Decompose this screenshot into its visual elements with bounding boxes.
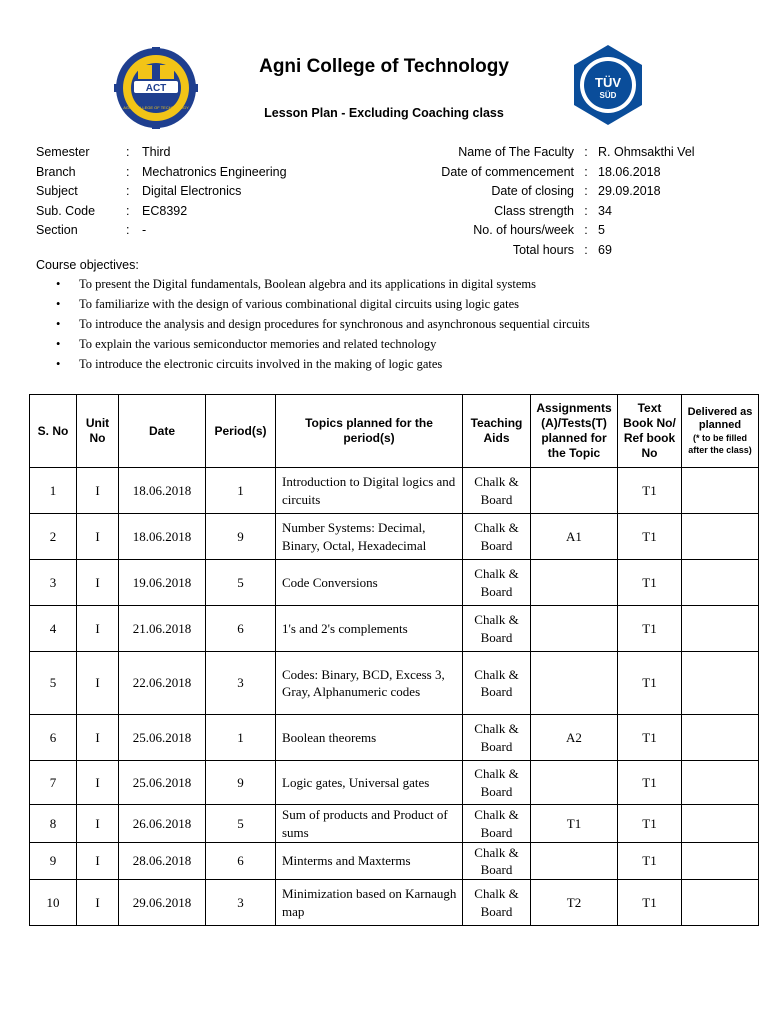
meta-colon: : xyxy=(126,184,130,198)
meta-key: No. of hours/week xyxy=(473,223,574,237)
cell-period: 6 xyxy=(206,843,276,880)
meta-row-semester xyxy=(36,143,287,163)
cell-topic: Sum of products and Product of sums xyxy=(276,805,463,843)
cell-aids: Chalk & Board xyxy=(463,652,531,715)
cell-assign xyxy=(531,652,618,715)
table-row xyxy=(30,606,759,652)
objectives-heading: Course objectives: xyxy=(36,258,139,272)
cell-aids: Chalk & Board xyxy=(463,560,531,606)
header-sno: S. No xyxy=(30,395,77,468)
document-subtitle: Lesson Plan - Excluding Coaching class xyxy=(264,106,504,120)
meta-value: 18.06.2018 xyxy=(598,164,661,179)
table-row xyxy=(30,514,759,560)
table-row xyxy=(30,843,759,880)
cell-date: 26.06.2018 xyxy=(119,805,206,843)
cell-date: 18.06.2018 xyxy=(119,468,206,514)
cell-period: 5 xyxy=(206,805,276,843)
cell-topic: Number Systems: Decimal, Binary, Octal, Hexadecimal xyxy=(276,514,463,560)
bullet-icon: • xyxy=(56,317,61,331)
meta-key: Sub. Code xyxy=(36,203,96,218)
meta-colon: : xyxy=(126,145,130,159)
table-row xyxy=(30,761,759,805)
cell-delivered xyxy=(682,652,759,715)
meta-key: Section xyxy=(36,223,78,237)
cell-topic: Codes: Binary, BCD, Excess 3, Gray, Alphanumeric codes xyxy=(276,652,463,715)
cell-book: T1 xyxy=(618,652,682,715)
course-meta-right xyxy=(274,143,698,260)
header-date: Date xyxy=(119,395,206,468)
cell-aids: Chalk & Board xyxy=(463,514,531,560)
cell-delivered xyxy=(682,715,759,761)
cell-book: T1 xyxy=(618,715,682,761)
meta-key: Name of The Faculty xyxy=(458,145,574,159)
logo-right-subtext: SÜD xyxy=(599,91,617,100)
cell-aids: Chalk & Board xyxy=(463,761,531,805)
cell-period: 1 xyxy=(206,715,276,761)
cell-sno: 3 xyxy=(30,560,77,606)
cell-assign: A1 xyxy=(531,514,618,560)
meta-row-section xyxy=(36,221,287,241)
lesson-plan-table xyxy=(29,394,759,926)
meta-key: Total hours xyxy=(512,242,574,257)
cell-book: T1 xyxy=(618,514,682,560)
meta-colon: : xyxy=(584,223,588,237)
list-item xyxy=(36,314,736,334)
objective-text: To present the Digital fundamentals, Boolean algebra and its applications in digital systems xyxy=(79,277,537,291)
meta-key: Class strength xyxy=(494,203,574,218)
cell-unit: I xyxy=(77,805,119,843)
meta-key: Subject xyxy=(36,184,78,198)
meta-value: EC8392 xyxy=(142,203,188,218)
cell-period: 3 xyxy=(206,652,276,715)
cell-assign xyxy=(531,606,618,652)
cell-aids: Chalk & Board xyxy=(463,468,531,514)
header-delivered-note: (* to be filled after the class) xyxy=(688,433,752,455)
meta-colon: : xyxy=(584,184,588,198)
objective-text: To explain the various semiconductor memories and related technology xyxy=(79,337,437,351)
cell-topic: 1's and 2's complements xyxy=(276,606,463,652)
meta-row-hours-week xyxy=(274,221,698,241)
cell-book: T1 xyxy=(618,560,682,606)
cell-assign: T2 xyxy=(531,880,618,926)
cell-sno: 10 xyxy=(30,880,77,926)
logo-right-text: TÜV xyxy=(595,75,621,90)
cell-aids: Chalk & Board xyxy=(463,606,531,652)
table-row xyxy=(30,560,759,606)
cell-delivered xyxy=(682,514,759,560)
course-meta-left xyxy=(36,143,287,241)
table-row xyxy=(30,715,759,761)
meta-colon: : xyxy=(584,242,588,257)
cell-unit: I xyxy=(77,606,119,652)
cell-date: 22.06.2018 xyxy=(119,652,206,715)
cell-period: 9 xyxy=(206,514,276,560)
meta-value: R. Ohmsakthi Vel xyxy=(598,145,695,159)
cell-period: 9 xyxy=(206,761,276,805)
cell-period: 5 xyxy=(206,560,276,606)
meta-value: Mechatronics Engineering xyxy=(142,164,287,179)
header-assign: Assignments (A)/Tests(T) planned for the Topic xyxy=(531,395,618,468)
cell-delivered xyxy=(682,560,759,606)
cell-aids: Chalk & Board xyxy=(463,880,531,926)
meta-row-commencement xyxy=(274,163,698,183)
cell-date: 25.06.2018 xyxy=(119,715,206,761)
cell-book: T1 xyxy=(618,761,682,805)
meta-row-sub-code xyxy=(36,202,287,222)
cell-assign xyxy=(531,761,618,805)
cell-assign: T1 xyxy=(531,805,618,843)
cell-aids: Chalk & Board xyxy=(463,843,531,880)
header-period: Period(s) xyxy=(206,395,276,468)
meta-value: 69 xyxy=(598,242,612,257)
cell-delivered xyxy=(682,880,759,926)
cell-sno: 9 xyxy=(30,843,77,880)
logo-left-text: ACT xyxy=(145,83,167,94)
meta-row-faculty xyxy=(274,143,698,163)
bullet-icon: • xyxy=(56,357,61,371)
cell-unit: I xyxy=(77,761,119,805)
meta-key: Date of commencement xyxy=(441,164,574,179)
table-header-row xyxy=(30,395,759,468)
cell-date: 25.06.2018 xyxy=(119,761,206,805)
cell-delivered xyxy=(682,761,759,805)
table-row xyxy=(30,805,759,843)
cell-delivered xyxy=(682,606,759,652)
meta-value: Third xyxy=(142,145,171,159)
college-title: Agni College of Technology xyxy=(259,56,509,77)
cell-date: 29.06.2018 xyxy=(119,880,206,926)
cell-assign xyxy=(531,560,618,606)
cell-book: T1 xyxy=(618,805,682,843)
cell-period: 6 xyxy=(206,606,276,652)
bullet-icon: • xyxy=(56,277,61,291)
cell-unit: I xyxy=(77,715,119,761)
cell-sno: 4 xyxy=(30,606,77,652)
cell-topic: Minimization based on Karnaugh map xyxy=(276,880,463,926)
meta-colon: : xyxy=(584,164,588,179)
list-item xyxy=(36,274,736,294)
meta-row-closing xyxy=(274,182,698,202)
cell-unit: I xyxy=(77,843,119,880)
cell-unit: I xyxy=(77,652,119,715)
table-row xyxy=(30,468,759,514)
cell-unit: I xyxy=(77,880,119,926)
meta-key: Date of closing xyxy=(491,184,574,198)
header-topic: Topics planned for the period(s) xyxy=(276,395,463,468)
bullet-icon: • xyxy=(56,297,61,311)
list-item xyxy=(36,354,736,374)
cell-assign: A2 xyxy=(531,715,618,761)
header-delivered-main: Delivered as planned xyxy=(687,406,753,431)
cell-sno: 8 xyxy=(30,805,77,843)
course-objectives xyxy=(36,258,736,374)
cell-book: T1 xyxy=(618,606,682,652)
list-item xyxy=(36,334,736,354)
meta-row-branch xyxy=(36,163,287,183)
cell-delivered xyxy=(682,805,759,843)
cell-aids: Chalk & Board xyxy=(463,805,531,843)
cell-date: 18.06.2018 xyxy=(119,514,206,560)
cell-sno: 5 xyxy=(30,652,77,715)
meta-value: 29.09.2018 xyxy=(598,184,661,198)
cell-period: 1 xyxy=(206,468,276,514)
meta-row-class-strength xyxy=(274,202,698,222)
cell-topic: Code Conversions xyxy=(276,560,463,606)
meta-colon: : xyxy=(126,203,130,218)
header-book: Text Book No/ Ref book No xyxy=(618,395,682,468)
table-row xyxy=(30,652,759,715)
cell-topic: Minterms and Maxterms xyxy=(276,843,463,880)
meta-key: Semester xyxy=(36,145,90,159)
meta-colon: : xyxy=(584,203,588,218)
objectives-list xyxy=(36,274,736,374)
logo-left-ring-text: AGNI COLLEGE OF TECHNOLOGY xyxy=(123,105,189,110)
bullet-icon: • xyxy=(56,337,61,351)
cell-delivered xyxy=(682,843,759,880)
header-aids: Teaching Aids xyxy=(463,395,531,468)
header-delivered xyxy=(682,395,759,468)
meta-colon: : xyxy=(126,223,130,237)
meta-value: Digital Electronics xyxy=(142,184,242,198)
meta-colon: : xyxy=(584,145,588,159)
cell-book: T1 xyxy=(618,468,682,514)
cell-book: T1 xyxy=(618,880,682,926)
objective-text: To introduce the electronic circuits involved in the making of logic gates xyxy=(79,357,443,371)
cell-assign xyxy=(531,468,618,514)
cell-date: 21.06.2018 xyxy=(119,606,206,652)
cell-topic: Introduction to Digital logics and circuits xyxy=(276,468,463,514)
meta-value: 5 xyxy=(598,223,605,237)
objective-text: To familiarize with the design of various combinational digital circuits using logic gates xyxy=(79,297,519,311)
cell-unit: I xyxy=(77,468,119,514)
cell-unit: I xyxy=(77,514,119,560)
cell-topic: Logic gates, Universal gates xyxy=(276,761,463,805)
cell-sno: 6 xyxy=(30,715,77,761)
cell-sno: 2 xyxy=(30,514,77,560)
meta-value: - xyxy=(142,223,147,237)
cell-book: T1 xyxy=(618,843,682,880)
meta-colon: : xyxy=(126,164,130,179)
cell-unit: I xyxy=(77,560,119,606)
cell-delivered xyxy=(682,468,759,514)
cell-aids: Chalk & Board xyxy=(463,715,531,761)
meta-value: 34 xyxy=(598,203,612,218)
list-item xyxy=(36,294,736,314)
cell-period: 3 xyxy=(206,880,276,926)
objective-text: To introduce the analysis and design procedures for synchronous and asynchronous sequential circuits xyxy=(79,317,590,331)
cell-assign xyxy=(531,843,618,880)
cell-date: 19.06.2018 xyxy=(119,560,206,606)
cell-sno: 7 xyxy=(30,761,77,805)
meta-key: Branch xyxy=(36,164,76,179)
header-unit: Unit No xyxy=(77,395,119,468)
cell-topic: Boolean theorems xyxy=(276,715,463,761)
table-row xyxy=(30,880,759,926)
meta-row-subject xyxy=(36,182,287,202)
cell-date: 28.06.2018 xyxy=(119,843,206,880)
cell-sno: 1 xyxy=(30,468,77,514)
